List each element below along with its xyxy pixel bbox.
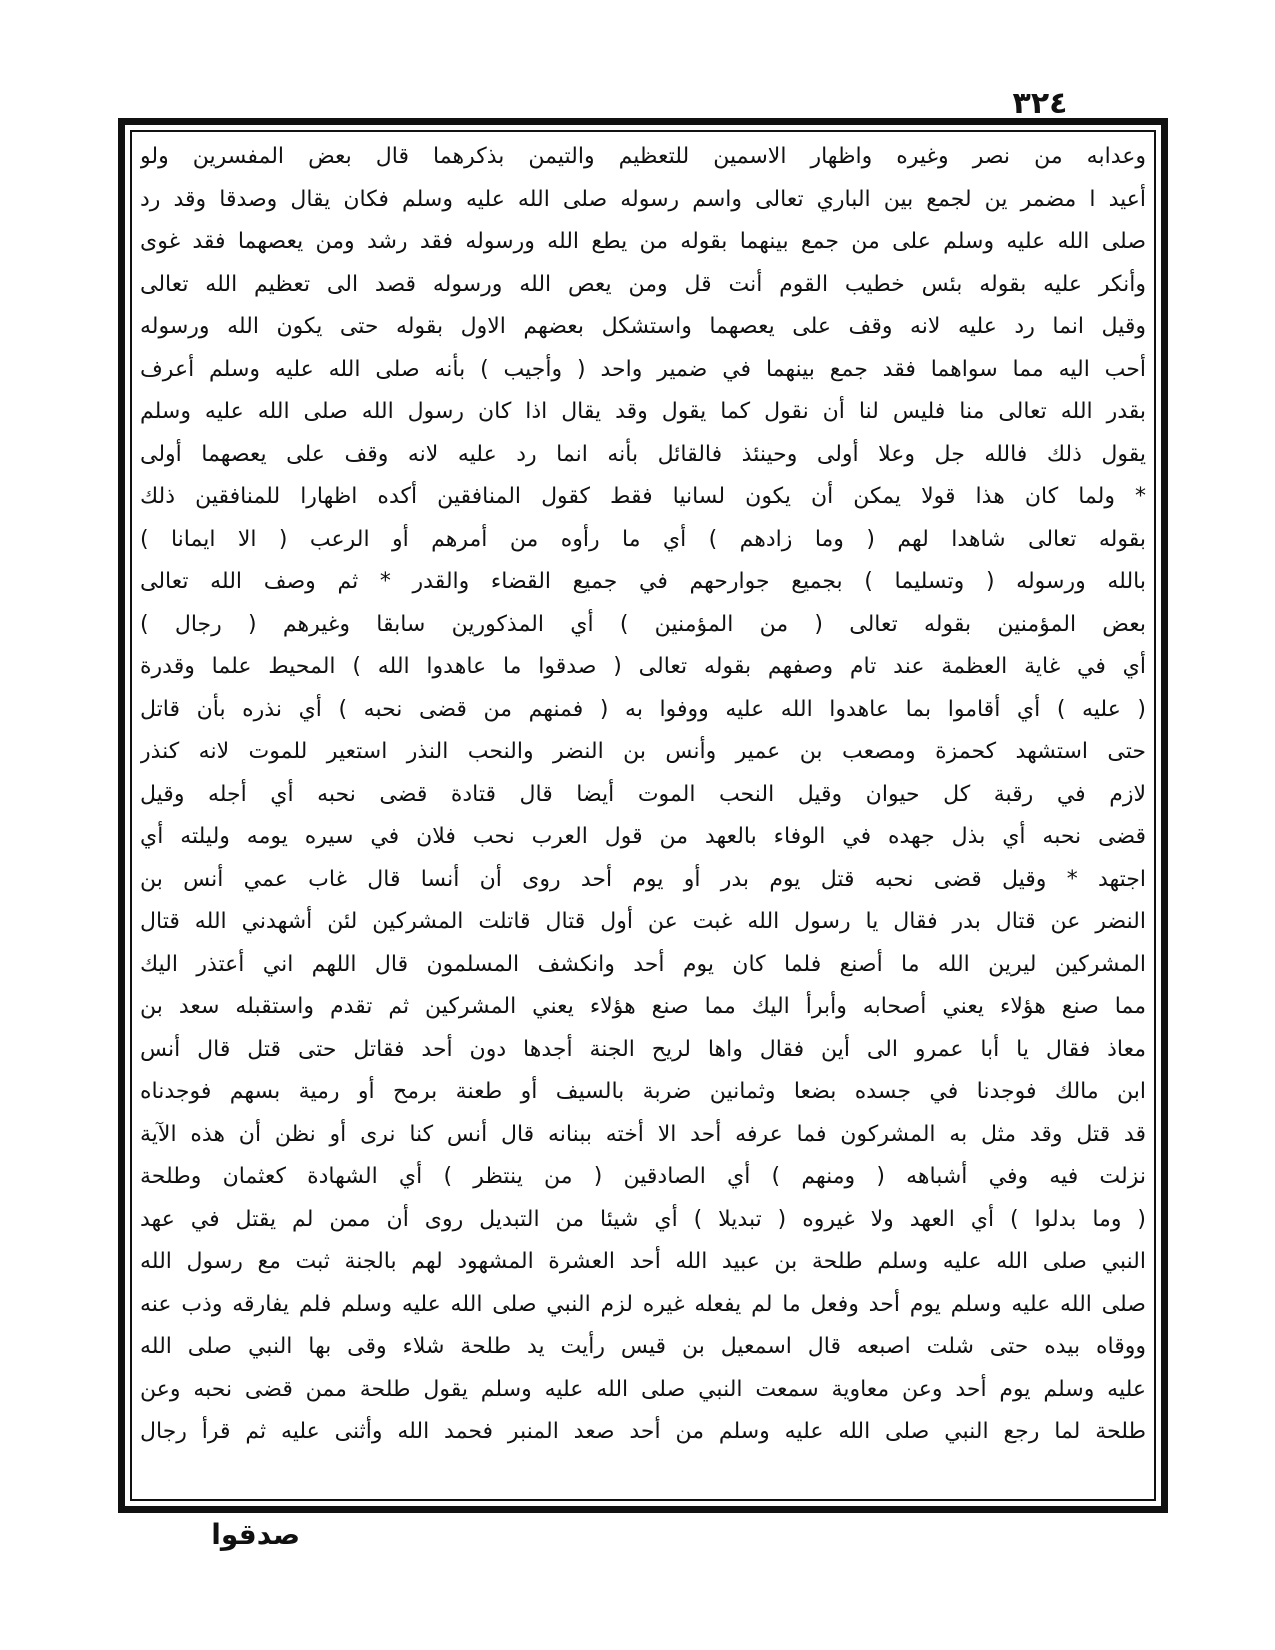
- text-line: النبي صلى الله عليه وسلم طلحة بن عبيد الله أحد العشرة المشهود لهم بالجنة ثبت مع رسول الله: [140, 1249, 1146, 1274]
- catchword: صدقوا: [211, 1518, 300, 1551]
- text-line: بقوله تعالى شاهدا لهم ( وما زادهم ) أي ما رأوه من أمرهم أو الرعب ( الا ايمانا ): [140, 526, 1146, 552]
- text-line: صلى الله عليه وسلم على من جمع بينهما بقوله من يطع الله ورسوله فقد رشد ومن يعصهما فقد غوى: [140, 229, 1146, 254]
- text-line: بالله ورسوله ( وتسليما ) بجميع جوارحهم في جميع القضاء والقدر * ثم وصف الله تعالى: [140, 569, 1146, 594]
- text-line: حتى استشهد كحمزة ومصعب بن عمير وأنس بن النضر والنحب النذر استعير للموت لانه كنذر: [140, 739, 1146, 764]
- text-line: وقيل انما رد عليه لانه وقف على يعصهما واستشكل بعضهم الاول بقوله حتى يكون الله ورسوله: [140, 314, 1146, 339]
- text-line: أعيد ا مضمر ين لجمع بين الباري تعالى واسم رسوله صلى الله عليه وسلم فكان يقال وصدقا وقد رد: [140, 186, 1146, 212]
- text-line: معاذ فقال يا أبا عمرو الى أين فقال واها لريح الجنة أجدها دون أحد فقاتل حتى قتل قال أنس: [140, 1036, 1146, 1062]
- text-line: ( عليه ) أي أقاموا بما عاهدوا الله عليه ووفوا به ( فمنهم من قضى نحبه ) أي نذره بأن قاتل: [140, 696, 1146, 722]
- text-line: بقدر الله تعالى منا فليس لنا أن نقول كما يقول وقد يقال اذا كان رسول الله صلى الله عليه وسلم: [140, 399, 1146, 424]
- text-line: مما صنع هؤلاء يعني أصحابه وأبرأ اليك مما صنع هؤلاء يعني المشركين ثم تقدم واستقبله سعد بن: [140, 994, 1146, 1019]
- text-line: عليه وسلم يوم أحد وعن معاوية سمعت النبي صلى الله عليه وسلم يقول طلحة ممن قضى نحبه وعن: [140, 1376, 1146, 1402]
- text-line: طلحة لما رجع النبي صلى الله عليه وسلم من أحد صعد المنبر فحمد الله وأثنى عليه ثم قرأ رجال: [140, 1419, 1146, 1444]
- text-line: قد قتل وقد مثل به المشركون فما عرفه أحد الا أخته ببنانه قال أنس كنا نرى أو نظن أن هذه الآية: [140, 1121, 1146, 1147]
- text-line: ابن مالك فوجدنا في جسده بضعا وثمانين ضربة بالسيف أو طعنة برمح أو رمية بسهم فوجدناه: [140, 1079, 1146, 1104]
- text-line: أحب اليه مما سواهما فقد جمع بينهما في ضمير واحد ( وأجيب ) بأنه صلى الله عليه وسلم أعرف: [140, 356, 1146, 382]
- text-line: بعض المؤمنين بقوله تعالى ( من المؤمنين ) أي المذكورين سابقا وغيرهم ( رجال ): [140, 611, 1146, 637]
- text-line: المشركين ليرين الله ما أصنع فلما كان يوم أحد وانكشف المسلمون قال اللهم اني أعتذر اليك: [140, 951, 1146, 977]
- text-line: ( وما بدلوا ) أي العهد ولا غيروه ( تبديلا ) أي شيئا من التبديل روى أن ممن لم يقتل في عهد: [140, 1206, 1146, 1232]
- text-line: وأنكر عليه بقوله بئس خطيب القوم أنت قل ومن يعص الله ورسوله قصد الى تعظيم الله تعالى: [140, 271, 1146, 297]
- text-line: صلى الله عليه وسلم يوم أحد وفعل ما لم يفعله غيره لزم النبي صلى الله عليه وسلم فلم يفارقه وذب عنه: [140, 1291, 1146, 1317]
- text-line: لازم في رقبة كل حيوان وقيل النحب الموت أيضا قال قتادة قضى نحبه أي أجله وقيل: [140, 781, 1146, 807]
- text-line: النضر عن قتال بدر فقال يا رسول الله غبت عن أول قتال قاتلت المشركين لئن أشهدني الله قتال: [140, 909, 1146, 934]
- text-line: قضى نحبه أي بذل جهده في الوفاء بالعهد من قول العرب نحب فلان في سيره يومه وليلته أي: [140, 824, 1146, 849]
- text-line: أي في غاية العظمة عند تام وصفهم بقوله تعالى ( صدقوا ما عاهدوا الله ) المحيط علما وقدرة: [140, 654, 1146, 679]
- text-line: ووقاه بيده حتى شلت اصبعه قال اسمعيل بن قيس رأيت يد طلحة شلاء وقى بها النبي صلى الله: [140, 1334, 1146, 1359]
- text-line: وعدابه من نصر وغيره واظهار الاسمين للتعظيم والتيمن بذكرهما قال بعض المفسرين ولو: [140, 144, 1146, 169]
- page-number: ٣٢٤: [1012, 86, 1068, 121]
- text-block: [140, 136, 1146, 1496]
- text-line: اجتهد * وقيل قضى نحبه قتل يوم بدر أو يوم أحد روى أن أنسا قال غاب عمي أنس بن: [140, 866, 1146, 892]
- text-line: نزلت فيه وفي أشباهه ( ومنهم ) أي الصادقين ( من ينتظر ) أي الشهادة كعثمان وطلحة: [140, 1164, 1146, 1189]
- text-line: يقول ذلك فالله جل وعلا أولى وحينئذ فالقائل بأنه انما رد عليه لانه وقف على يعصهما أولى: [140, 441, 1146, 467]
- text-line: * ولما كان هذا قولا يمكن أن يكون لسانيا فقط كقول المنافقين أكده اظهارا للمنافقين ذلك: [140, 484, 1146, 509]
